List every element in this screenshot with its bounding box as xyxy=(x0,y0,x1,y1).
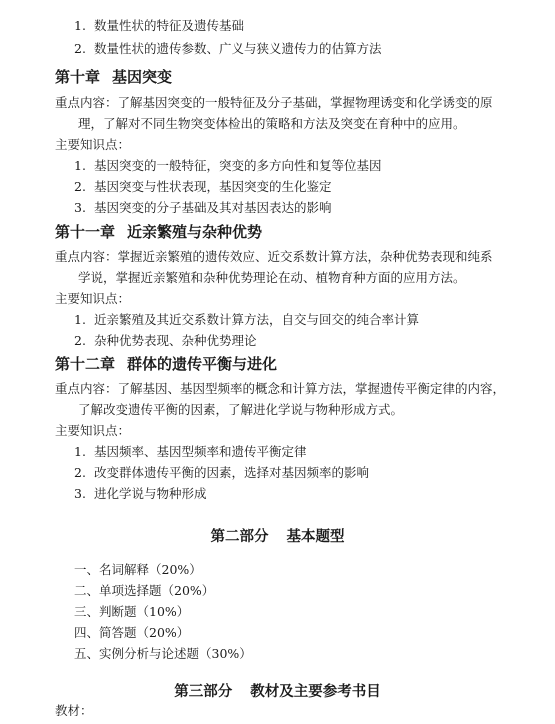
item-number: 1. xyxy=(74,18,86,33)
chapter-title: 群体的遗传平衡与进化 xyxy=(127,355,278,373)
focus-content-continued: 了解改变遗传平衡的因素，了解进化学说与物种形成方式。 xyxy=(78,402,404,417)
list-item xyxy=(74,333,257,349)
question-type-item: 四、简答题（20%） xyxy=(74,625,190,640)
chapter-heading xyxy=(55,221,262,242)
item-text: 数量性状的遗传参数、广义与狭义遗传力的估算方法 xyxy=(94,41,382,56)
item-number: 1. xyxy=(74,312,86,327)
part-heading xyxy=(0,525,555,546)
item-text: 基因突变的一般特征，突变的多方向性和复等位基因 xyxy=(94,158,382,173)
item-text: 基因突变与性状表现，基因突变的生化鉴定 xyxy=(94,179,332,194)
list-item xyxy=(74,200,332,216)
question-type-item: 五、实例分析与论述题（30%） xyxy=(74,646,252,661)
chapter-number: 第十一章 xyxy=(55,223,116,241)
textbook-label: 教材： xyxy=(55,703,93,718)
item-text: 改变群体遗传平衡的因素，选择对基因频率的影响 xyxy=(94,465,370,480)
chapter-heading xyxy=(55,353,277,374)
focus-content: 重点内容：了解基因、基因型频率的概念和计算方法，掌握遗传平衡定律的内容， xyxy=(55,381,506,396)
item-text: 进化学说与物种形成 xyxy=(94,486,207,501)
knowledge-points-label: 主要知识点： xyxy=(55,291,131,306)
part-number: 第二部分 xyxy=(210,528,269,545)
focus-content-continued: 理，了解对不同生物突变体检出的策略和方法及突变在育种中的应用。 xyxy=(78,116,466,131)
chapter-number: 第十二章 xyxy=(55,355,116,373)
item-number: 1. xyxy=(74,158,86,173)
question-type-item: 二、单项选择题（20%） xyxy=(74,583,215,598)
part-title: 基本题型 xyxy=(286,528,345,545)
part-title: 教材及主要参考书目 xyxy=(250,683,381,700)
list-item xyxy=(74,465,369,481)
knowledge-points-label: 主要知识点： xyxy=(55,423,131,438)
list-item xyxy=(74,41,382,57)
chapter-title: 基因突变 xyxy=(112,68,173,86)
item-number: 3. xyxy=(74,200,86,215)
focus-content-continued: 学说，掌握近亲繁殖和杂种优势理论在动、植物育种方面的应用方法。 xyxy=(78,270,466,285)
focus-content: 重点内容：掌握近亲繁殖的遗传效应、近交系数计算方法，杂种优势表现和纯系 xyxy=(55,249,493,264)
item-number: 3. xyxy=(74,486,86,501)
question-type-item: 三、判断题（10%） xyxy=(74,604,190,619)
list-item xyxy=(74,444,307,460)
question-type-item: 一、名词解释（20%） xyxy=(74,562,202,577)
list-item xyxy=(74,179,332,195)
knowledge-points-label: 主要知识点： xyxy=(55,137,131,152)
item-text: 杂种优势表现、杂种优势理论 xyxy=(94,333,257,348)
part-heading xyxy=(0,680,555,701)
chapter-number: 第十章 xyxy=(55,68,101,86)
item-number: 2. xyxy=(74,41,86,56)
list-item xyxy=(74,158,382,174)
part-number: 第三部分 xyxy=(174,683,233,700)
item-number: 1. xyxy=(74,444,86,459)
item-text: 近亲繁殖及其近交系数计算方法，自交与回交的纯合率计算 xyxy=(94,312,420,327)
list-item xyxy=(74,18,244,34)
item-number: 2. xyxy=(74,465,86,480)
item-text: 数量性状的特征及遗传基础 xyxy=(94,18,245,33)
item-text: 基因突变的分子基础及其对基因表达的影响 xyxy=(94,200,332,215)
item-number: 2. xyxy=(74,333,86,348)
focus-content: 重点内容：了解基因突变的一般特征及分子基础，掌握物理诱变和化学诱变的原 xyxy=(55,95,493,110)
item-text: 基因频率、基因型频率和遗传平衡定律 xyxy=(94,444,307,459)
list-item xyxy=(74,486,207,502)
chapter-heading xyxy=(55,66,172,87)
list-item xyxy=(74,312,419,328)
chapter-title: 近亲繁殖与杂种优势 xyxy=(127,223,263,241)
item-number: 2. xyxy=(74,179,86,194)
